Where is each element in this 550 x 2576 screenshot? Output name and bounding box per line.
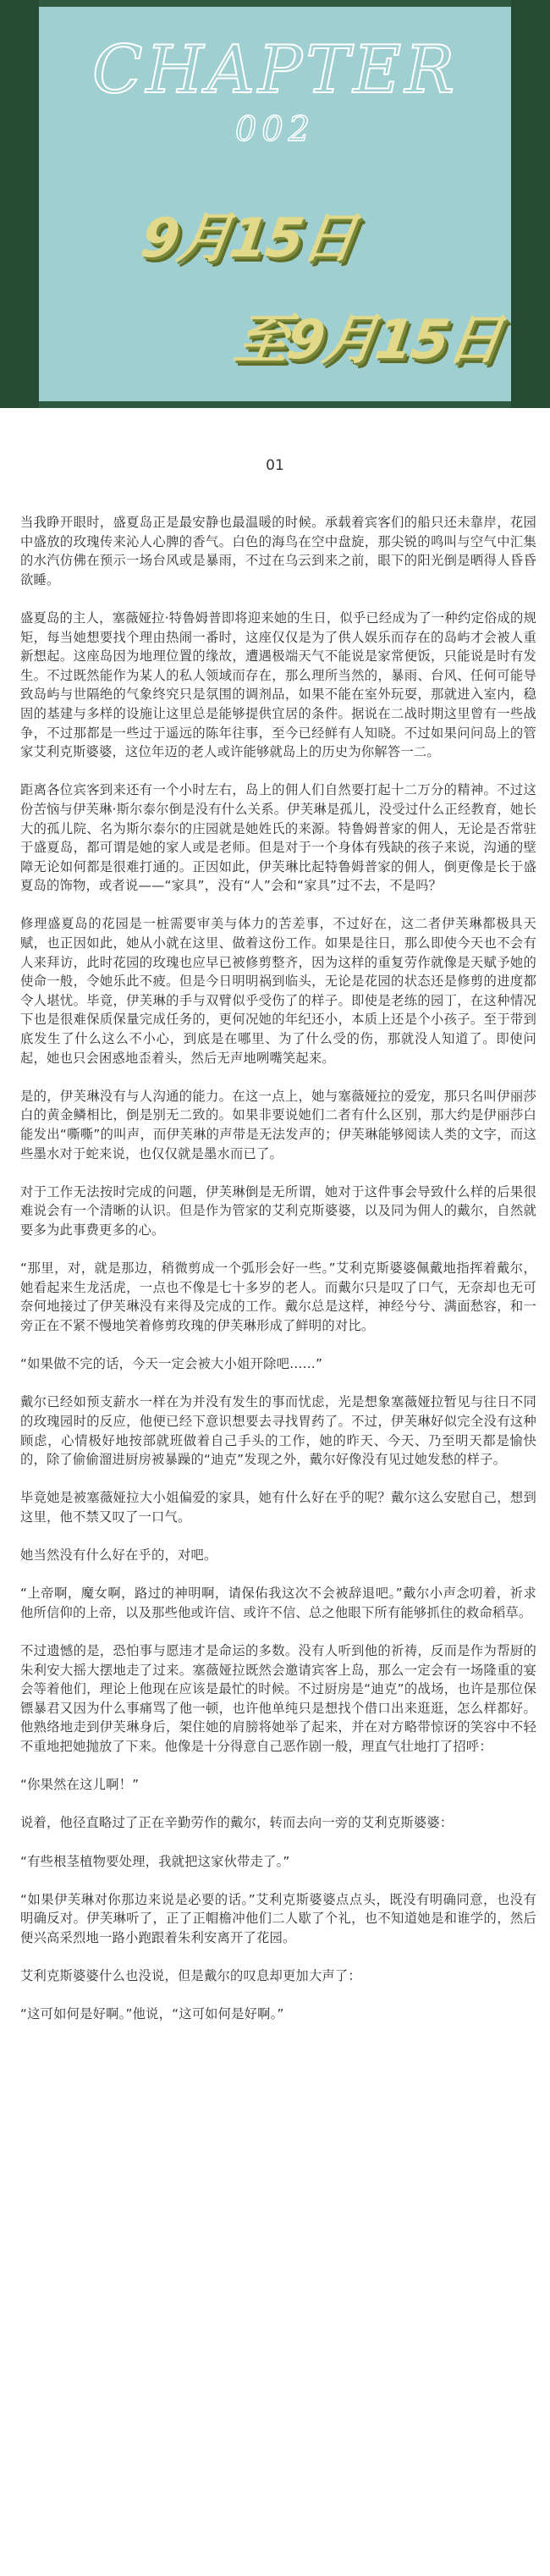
paragraph: 不过遗憾的是，恐怕事与愿违才是命运的多数。没有人听到他的祈祷，反而是作为帮厨的朱利安大摇大摆地走了过来。塞薇娅拉既然会邀请宾客上岛，那么一定会有一场隆重的宴会等着他们，理论上他现在应该是最忙的时候。不过厨房是“迪克”的战场，也许是那位保镖暴君又因为什么事痛骂了他一顿，也许他单纯只是想找个借口出来逛逛，怎么样都好。他熟络地走到伊芙琳身后，架住她的肩膀将她举了起来，并在对方略带惊讶的笑容中不轻不重地把她抛放了下来。他像是十分得意自己恶作剧一般，理直气壮地打了招呼： — [20, 1643, 536, 1754]
header-right-stripe — [511, 0, 550, 408]
chapter-number: 002 — [234, 110, 316, 149]
chapter-title: CHAPTER — [91, 32, 459, 108]
paragraph: 修理盛夏岛的花园是一桩需要审美与体力的苦差事，不过好在，这二者伊芙琳都极具天赋，也正因如此，她从小就在这里、做着这份工作。如果是往日，那么即使今天也不会有人来拜访，此时花园的玫瑰也应早已被修剪整齐，因为这样的重复劳作就像是天赋予她的使命一般，令她乐此不疲。但是今日明明祸到临头，无论是花园的状态还是修剪的进度都令人堪忧。毕竟，伊芙琳的手与双臂似乎受伤了的样子。即使是老练的园丁，在这种情况下也是很难保质保量完成任务的，更何况她的年纪还小，本质上还是个小孩子。至于带到底发生了什么这么不小心，到底是在哪里、为了什么受的伤，那就没人知道了。即使问起，她也只会困惑地歪着头，然后无声地咧嘴笑起来。 — [20, 916, 536, 1066]
paragraph: 当我睁开眼时，盛夏岛正是最安静也最温暖的时候。承载着宾客们的船只还未靠岸，花园中盛放的玫瑰传来沁人心脾的香气。白色的海鸟在空中盘旋，那尖锐的鸣叫与空气中汇集的水汽仿佛在预示一场台风或是暴雨，不过在乌云到来之前，眼下的阳光倒是晒得人昏昏欲睡。 — [20, 515, 536, 587]
paragraph: “那里，对，就是那边，稍微剪成一个弧形会好一些。”艾利克斯婆婆佩戴地指挥着戴尔，她看起来生龙活虎，一点也不像是七十多岁的老人。而戴尔只是叹了口气，无奈却也无可奈何地接过了伊芙琳没有来得及完成的工作。戴尔总是这样，神经兮兮、满面愁容，和一旁正在不紧不慢地笑着修剪玫瑰的伊芙琳形成了鲜明的对比。 — [20, 1260, 536, 1333]
paragraph: 距离各位宾客到来还有一个小时左右，岛上的佣人们自然要打起十二万分的精神。不过这份苦恼与伊芙琳·斯尔泰尔倒是没有什么关系。伊芙琳是孤儿，没受过什么正经教育，她长大的孤儿院、名为斯尔泰尔的庄园就是她姓氏的来源。特鲁姆普家的佣人，无论是否常驻于盛夏岛，都可谓是她的家人或是老师。但是对于一个身体有残缺的孩子来说，沟通的壁障无论如何都是很难打通的。正因如此，伊芙琳比起特鲁姆普家的佣人，倒更像是长于盛夏岛的饰物，或者说——“家具”，没有“人”会和“家具”过不去，不是吗？ — [20, 782, 536, 894]
paragraph: 说着，他径直略过了正在辛勤劳作的戴尔，转而去向一旁的艾利克斯婆婆： — [20, 1815, 454, 1831]
chapter-body — [0, 408, 550, 2044]
chapter-header-banner — [0, 0, 550, 408]
date-from: 9月15日 — [136, 207, 359, 270]
paragraph: 艾利克斯婆婆什么也没说，但是戴尔的叹息却更加大声了： — [20, 1968, 361, 1984]
paragraph: 毕竟她是被塞薇娅拉大小姐偏爱的家具，她有什么好在乎的呢？戴尔这么安慰自己，想到这里，他不禁又叹了一口气。 — [20, 1490, 536, 1525]
section-number: 01 — [266, 457, 284, 474]
paragraph: 她当然没有什么好在乎的，对吧。 — [20, 1547, 217, 1564]
paragraph: 戴尔已经如预支薪水一样在为并没有发生的事而忧虑，光是想象塞薇娅拉暂见与往日不同的玫瑰园时的反应，他便已经下意识想要去寻找胃药了。不过，伊芙琳好似完全没有这种顾虑，心情极好地按部就班做着自己手头的工作，她的昨天、今天、乃至明天都是愉快的，除了偷偷溜进厨房被暴躁的“迪克”发现之外，戴尔好像没有见过她发愁的样子。 — [20, 1394, 536, 1468]
paragraph: “有些根茎植物要处理，我就把这家伙带走了。” — [20, 1853, 290, 1869]
date-to: 至9月15日 — [229, 309, 504, 372]
paragraph: “上帝啊，魔女啊，路过的神明啊，请保佑我这次不会被辞退吧。”戴尔小声念叨着，祈求他所信仰的上帝，以及那些他或许信、或许不信、总之他眼下所有能够抓住的救命稻草。 — [20, 1586, 536, 1620]
paragraph: 是的，伊芙琳没有与人沟通的能力。在这一点上，她与塞薇娅拉的爱宠，那只名叫伊丽莎白的黄金鳞相比，倒是别无二致的。如果非要说她们二者有什么区别，那大约是伊丽莎白能发出“嘶嘶”的叫声，而伊芙琳的声带是无法发声的；伊芙琳能够阅读人类的文字，而这些墨水对于蛇来说，也仅仅就是墨水而已了。 — [20, 1088, 536, 1161]
paragraph: 盛夏岛的主人，塞薇娅拉·特鲁姆普即将迎来她的生日，似乎已经成为了一种约定俗成的规矩，每当她想要找个理由热闹一番时，这座仅仅是为了供人娱乐而存在的岛屿才会被人重新想起。这座岛因为地理位置的缘故，遭遇极端天气不能说是家常便饭，只能说是时有发生。不过既然能作为某人的私人领域而存在，那么理所当然的，暴雨、台风、任何可能导致岛屿与世隔绝的气象终究只是氛围的调剂品，如果不能在室外玩耍，那就进入室内，稳固的基建与多样的设施让这里总是能够提供宜居的条件。据说在二战时期这里曾有一些战争，不过那都是一些过于遥远的陈年往事，至今已经鲜有人知晓。不过如果问问岛上的管家艾利克斯婆婆，这位年迈的老人或许能够就岛上的历史为你解答一二。 — [20, 610, 536, 760]
header-inner-panel — [39, 7, 511, 401]
header-left-stripe — [0, 0, 39, 408]
paragraph: “如果伊芙琳对你那边来说是必要的话。”艾利克斯婆婆点点头，既没有明确同意，也没有明确反对。伊芙琳听了，正了正帽檐冲他们二人歇了个礼，也不知道她是和谁学的，然后便兴高采烈地一路小跑跟着朱利安离开了花园。 — [20, 1891, 536, 1945]
paragraph: “你果然在这儿啊！” — [20, 1777, 140, 1793]
paragraph: “这可如何是好啊。”他说，“这可如何是好啊。” — [20, 2006, 284, 2022]
paragraph: 对于工作无法按时完成的问题，伊芙琳倒是无所谓，她对于这件事会导致什么样的后果很难说会有一个清晰的认识。但是作为管家的艾利克斯婆婆，以及同为佣人的戴尔，自然就要多为此事费更多的心。 — [20, 1183, 536, 1238]
paragraph: “如果做不完的话，今天一定会被大小姐开除吧……” — [20, 1356, 323, 1372]
